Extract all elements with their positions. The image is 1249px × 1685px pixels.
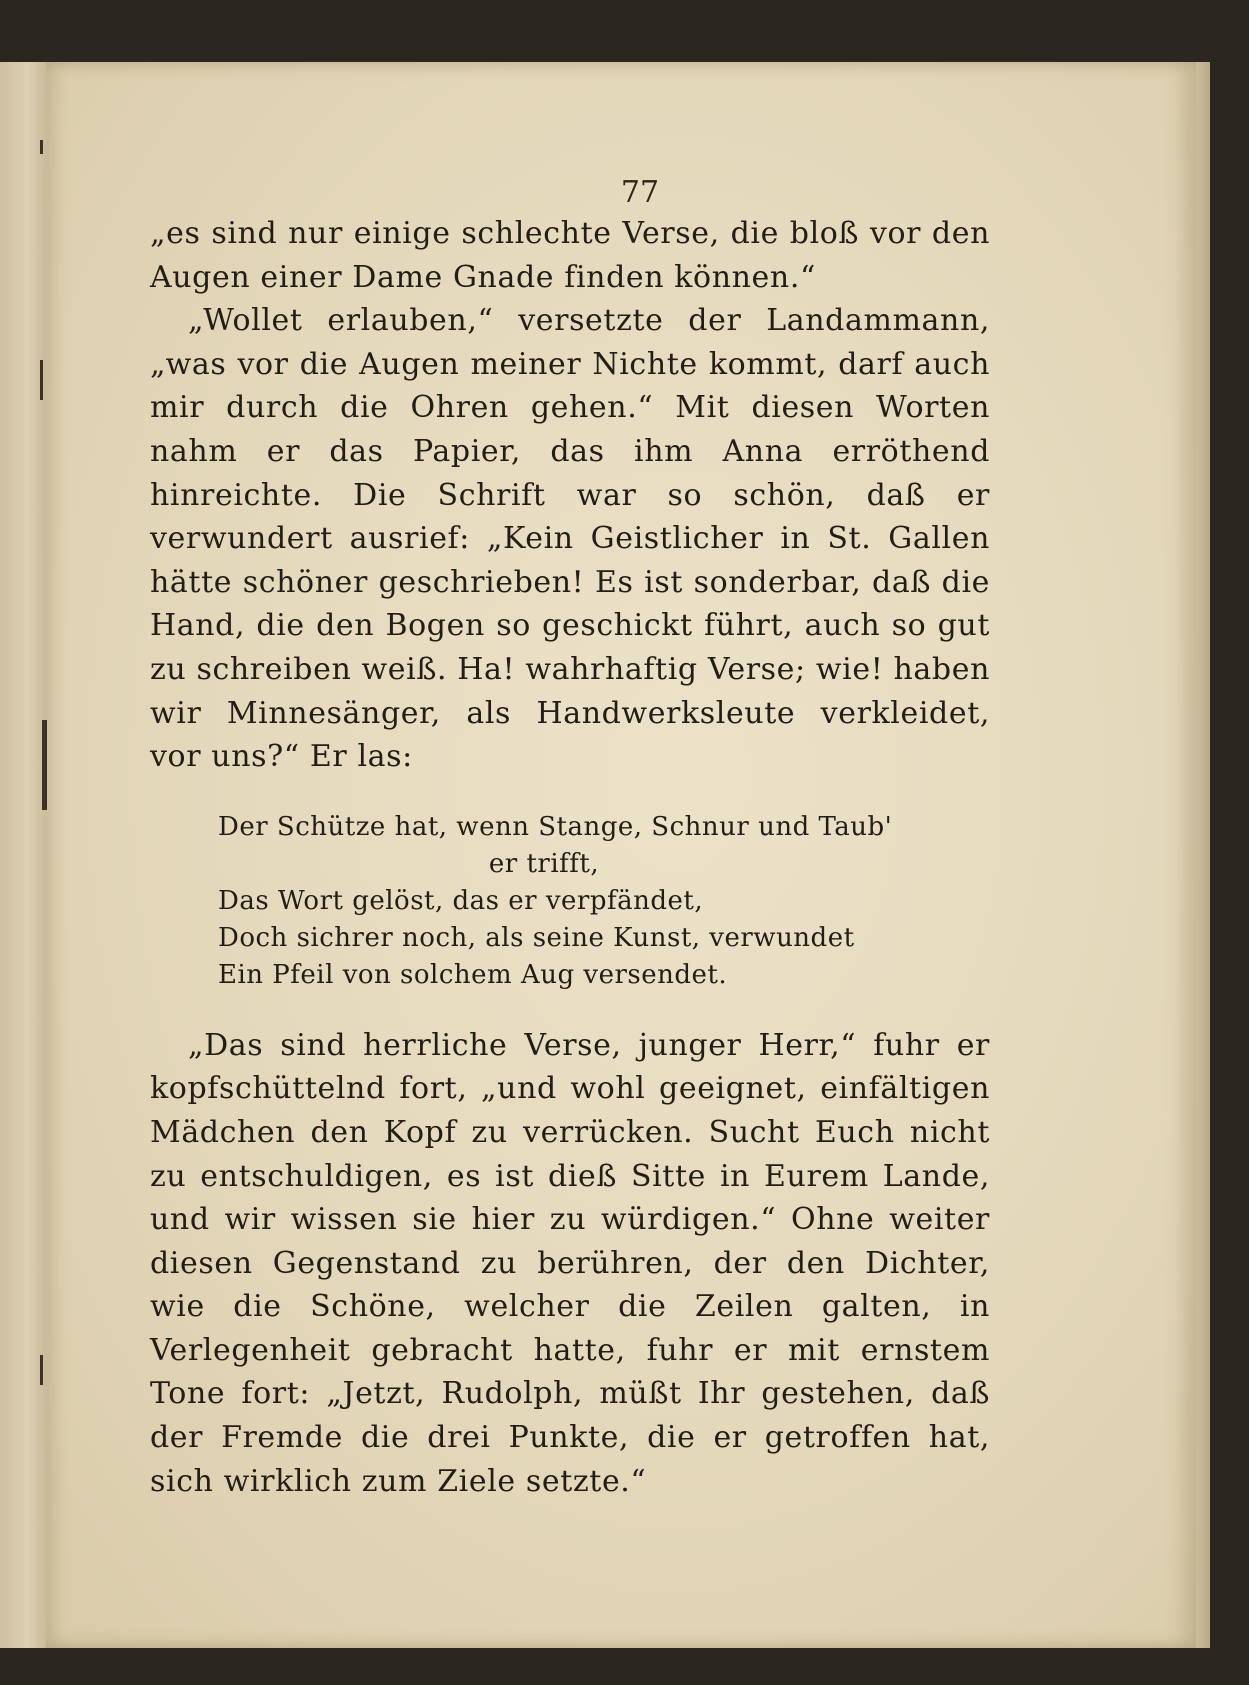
page-number: 77 bbox=[620, 175, 660, 210]
verse-block bbox=[218, 809, 990, 994]
left-margin-mark bbox=[40, 1355, 43, 1385]
verse-line: Der Schütze hat, wenn Stange, Schnur und Taub' bbox=[218, 811, 893, 842]
page-body bbox=[150, 212, 990, 1503]
verse-line: Doch sichrer noch, als seine Kunst, verwundet bbox=[218, 922, 855, 953]
left-margin-mark bbox=[40, 360, 43, 400]
left-margin-mark bbox=[40, 140, 43, 154]
paragraph: „Wollet erlauben,“ versetzte der Landammann, „was vor die Augen meiner Nichte kommt, darf auch mir durch die Ohren gehen.“ Mit diesen Worten nahm er das Papier, das ihm Anna erröthend hinreichte. Die Schrift war so schön, daß er verwundert ausrief: „Kein Geistlicher in St. Gallen hätte schöner geschrieben! Es ist sonderbar, daß die Hand, die den Bogen so geschickt führt, auch so gut zu schreiben weiß. Ha! wahrhaftig Verse; wie! haben wir Minnesänger, als Handwerksleute verkleidet, vor uns?“ Er las: bbox=[150, 303, 990, 775]
right-page-edge bbox=[1196, 62, 1210, 1648]
verse-line: Ein Pfeil von solchem Aug versendet. bbox=[218, 959, 728, 990]
verse-line-continuation: er trifft, bbox=[488, 848, 600, 879]
left-page-edge bbox=[0, 62, 47, 1648]
left-margin-mark bbox=[42, 720, 47, 810]
paragraph: „es sind nur einige schlechte Verse, die bloß vor den Augen einer Dame Gnade finden können.“ bbox=[150, 216, 990, 295]
verse-line: Das Wort gelöst, das er verpfändet, bbox=[218, 885, 704, 916]
bottom-background bbox=[0, 1648, 1249, 1685]
paragraph: „Das sind herrliche Verse, junger Herr,“ fuhr er kopfschüttelnd fort, „und wohl geeignet, einfältigen Mädchen den Kopf zu verrücken. Sucht Euch nicht zu entschuldigen, es ist dieß Sitte in Eurem Lande, und wir wissen sie hier zu würdigen.“ Ohne weiter diesen Gegenstand zu berühren, der den Dichter, wie die Schöne, welcher die Zeilen galten, in Verlegenheit gebracht hatte, fuhr er mit ernstem Tone fort: „Jetzt, Rudolph, müßt Ihr gestehen, daß der Fremde die drei Punkte, die er getroffen hat, sich wirklich zum Ziele setzte.“ bbox=[150, 1027, 990, 1499]
